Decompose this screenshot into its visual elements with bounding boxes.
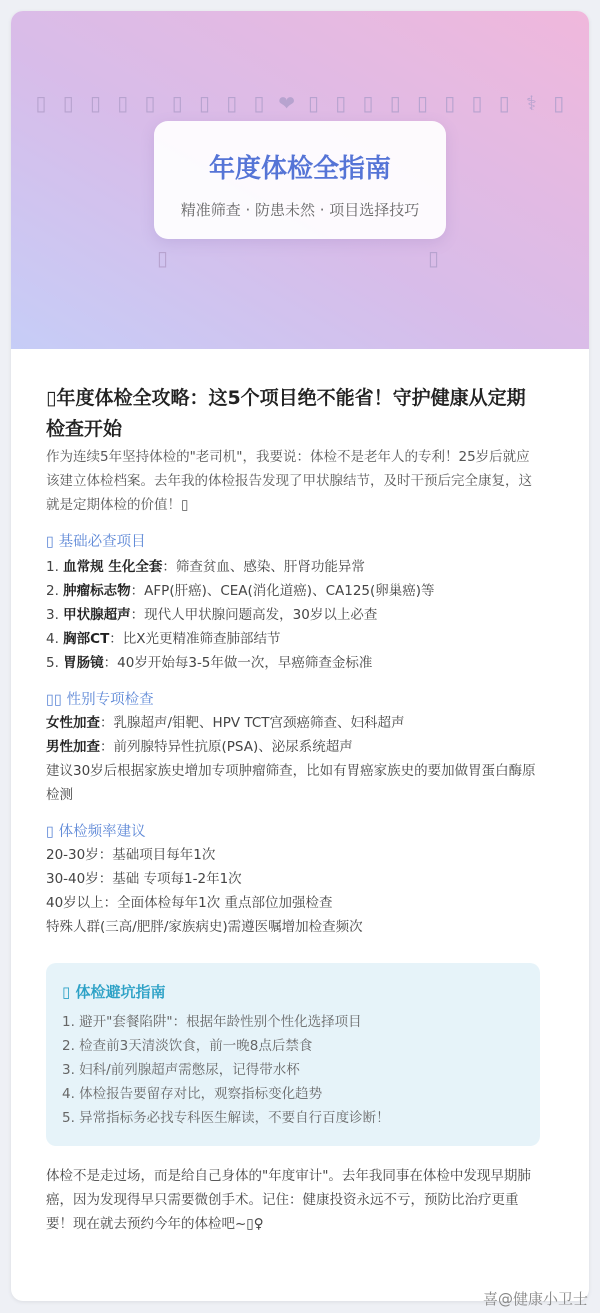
glyph-icon: ▯ <box>498 91 510 115</box>
glyph-icon: ▯ <box>444 91 456 115</box>
basic-item-text: ：40岁开始每3-5年做一次，早癌筛查金标准 <box>103 655 373 671</box>
section-heading-gender: ▯▯ 性别专项检查 <box>46 692 154 708</box>
tip-item: 1. 避开"套餐陷阱"：根据年龄性别个性化选择项目 <box>62 1014 362 1030</box>
glyph-icon: ▯ <box>117 91 129 115</box>
female-extra-text: ：乳腺超声/钼靶、HPV TCT宫颈癌筛查、妇科超声 <box>100 715 405 731</box>
basic-items-list <box>46 555 542 675</box>
glyph-icon: ▯ <box>62 91 74 115</box>
section-heading-frequency: ▯ 体检频率建议 <box>46 824 146 840</box>
hero-glyph-left-icon: ▯ <box>157 246 169 270</box>
basic-item-label: 胃肠镜 <box>63 655 104 671</box>
glyph-icon: ▯ <box>89 91 101 115</box>
frequency-line: 20-30岁：基础项目每年1次 <box>46 847 216 863</box>
basic-item <box>46 651 542 675</box>
frequency-lines <box>46 843 542 939</box>
tip-item: 3. 妇科/前列腺超声需憋尿，记得带水杯 <box>62 1062 300 1078</box>
basic-item-label: 甲状腺超声 <box>63 607 131 623</box>
glyph-icon: ▯ <box>335 91 347 115</box>
basic-item-text: ：现代人甲状腺问题高发，30岁以上必查 <box>130 607 378 623</box>
basic-item-label: 血常规 生化全套 <box>63 559 163 575</box>
basic-item-text: ：比X光更精准筛查肺部结节 <box>109 631 281 647</box>
basic-item <box>46 579 542 603</box>
hero-banner <box>11 11 589 349</box>
article-outro: 体检不是走过场，而是给自己身体的"年度审计"。去年我同事在体检中发现早期肺癌，因为发现得早只需要微创手术。记住：健康投资永远不亏，预防比治疗更重要！现在就去预约今年的体检吧~▯♀ <box>46 1168 531 1232</box>
glyph-icon: ▯ <box>253 91 265 115</box>
basic-item-num: 5. <box>46 655 64 671</box>
glyph-icon: ▯ <box>171 91 183 115</box>
hero-title: 年度体检全指南 <box>208 154 391 184</box>
basic-item-num: 4. <box>46 631 64 647</box>
female-extra-label: 女性加查 <box>46 715 100 731</box>
glyph-icon: ▯ <box>35 91 47 115</box>
basic-item <box>46 603 542 627</box>
heart-icon: ❤ <box>278 91 296 115</box>
glyph-icon: ▯ <box>362 91 374 115</box>
basic-item-label: 胸部CT <box>63 631 110 647</box>
glyph-icon: ▯ <box>198 91 210 115</box>
basic-item-num: 2. <box>46 583 64 599</box>
hero-title-card <box>154 121 446 239</box>
tip-item: 4. 体检报告要留存对比，观察指标变化趋势 <box>62 1086 323 1102</box>
hero-icon-row <box>33 91 567 115</box>
tips-box <box>46 963 540 1146</box>
article-intro: 作为连续5年坚持体检的"老司机"，我要说：体检不是老年人的专利！25岁后就应该建立体检档案。去年我的体检报告发现了甲状腺结节，及时干预后完全康复，这就是定期体检的价值！▯ <box>46 449 532 513</box>
article-content <box>46 383 542 1250</box>
tip-item: 5. 异常指标务必找专科医生解读，不要自行百度诊断！ <box>62 1110 390 1126</box>
male-extra-line <box>46 735 542 759</box>
frequency-line: 特殊人群(三高/肥胖/家族病史)需遵医嘱增加检查频次 <box>46 919 363 935</box>
glyph-icon: ▯ <box>307 91 319 115</box>
basic-item-num: 1. <box>46 559 64 575</box>
medical-icon: ⚕ <box>526 91 537 115</box>
basic-item-label: 肿瘤标志物 <box>63 583 131 599</box>
glyph-icon: ▯ <box>553 91 565 115</box>
frequency-line: 30-40岁：基础 专项每1-2年1次 <box>46 871 242 887</box>
watermark: 喜@健康小卫士 <box>482 1290 588 1308</box>
basic-item <box>46 555 542 579</box>
gender-note: 建议30岁后根据家族史增加专项肿瘤筛查，比如有胃癌家族史的要加做胃蛋白酶原检测 <box>46 763 536 803</box>
glyph-icon: ▯ <box>226 91 238 115</box>
frequency-line: 40岁以上：全面体检每年1次 重点部位加强检查 <box>46 895 333 911</box>
tips-list <box>62 1010 524 1130</box>
basic-item-text: ：筛查贫血、感染、肝肾功能异常 <box>162 559 365 575</box>
male-extra-text: ：前列腺特异性抗原(PSA)、泌尿系统超声 <box>100 739 353 755</box>
glyph-icon: ▯ <box>416 91 428 115</box>
tip-item: 2. 检查前3天清淡饮食，前一晚8点后禁食 <box>62 1038 313 1054</box>
hero-glyph-right-icon: ▯ <box>428 246 440 270</box>
male-extra-label: 男性加查 <box>46 739 100 755</box>
tips-heading: ▯ 体检避坑指南 <box>62 983 166 1001</box>
glyph-icon: ▯ <box>389 91 401 115</box>
glyph-icon: ▯ <box>471 91 483 115</box>
basic-item-text: ：AFP(肝癌)、CEA(消化道癌)、CA125(卵巢癌)等 <box>130 583 435 599</box>
section-heading-basic: ▯ 基础必查项目 <box>46 534 146 550</box>
basic-item <box>46 627 542 651</box>
basic-item-num: 3. <box>46 607 64 623</box>
glyph-icon: ▯ <box>144 91 156 115</box>
female-extra-line <box>46 711 542 735</box>
hero-subtitle: 精准筛查 · 防患未然 · 项目选择技巧 <box>180 201 420 219</box>
article-title: ▯年度体检全攻略：这5个项目绝不能省！守护健康从定期检查开始 <box>46 387 526 440</box>
